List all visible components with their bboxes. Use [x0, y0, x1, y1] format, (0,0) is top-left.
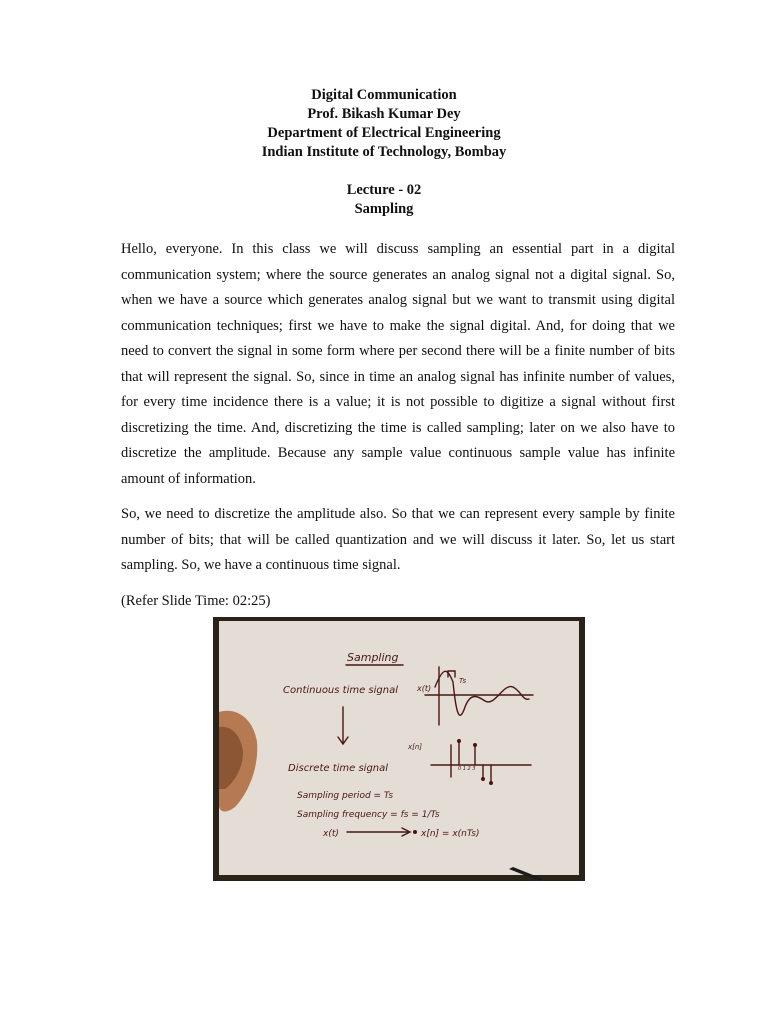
slide-reference: (Refer Slide Time: 02:25)	[121, 592, 271, 609]
slide-discrete-label: Discrete time signal	[288, 763, 389, 774]
slide-ticks: 0 1 2 3	[458, 766, 476, 772]
slide-mapping-right: x[n] = x(nTs)	[421, 829, 480, 839]
institute-name: Indian Institute of Technology, Bombay	[261, 144, 507, 160]
slide-title: Sampling	[347, 651, 399, 664]
lecture-topic: Sampling	[354, 201, 414, 217]
paragraph-quantization: So, we need to discretize the amplitude also. So that we can represent every sample by finite number of bits; that will be called quantization and we will discuss it later. So, let us start sampling. So, we have a continuous time signal.	[121, 506, 675, 573]
slide-continuous-label: Continuous time signal	[283, 685, 399, 696]
slide-paper	[219, 621, 579, 875]
slide-sampling-period: Sampling period = Ts	[297, 791, 394, 801]
paragraph-intro: Hello, everyone. In this class we will discuss sampling an essential part in a digital communication system; where the source generates an analog signal not a digital signal. So, when we have a source which generates analog signal but we want to transmit using digital communication techniques; first we have to make the signal digital. And, for doing that we need to convert the signal in some form where per second there will be a finite number of bits that will represent the signal. So, since in time an analog signal has infinite number of values, for every time incidence there is a value; it is not possible to digitize a signal without first discretizing the time. And, discretizing the time is called sampling; later on we also have to discretize the amplitude. Because any sample value continuous sample value has infinite amount of information.	[121, 241, 675, 487]
department-name: Department of Electrical Engineering	[267, 125, 501, 141]
slide-xt-symbol: x(t)	[417, 684, 432, 693]
slide-mapping-left: x(t)	[323, 829, 339, 839]
slide-sampling-frequency: Sampling frequency = fs = 1/Ts	[297, 810, 440, 820]
body-text	[121, 237, 675, 624]
professor-name: Prof. Bikash Kumar Dey	[307, 106, 461, 122]
lecture-number: Lecture - 02	[346, 182, 422, 198]
slide-xn-symbol: x[n]	[408, 743, 423, 751]
slide-ts-label: Ts	[459, 677, 467, 685]
document-header	[0, 86, 768, 219]
lecture-slide-image	[213, 617, 585, 881]
course-title: Digital Communication	[311, 87, 457, 103]
